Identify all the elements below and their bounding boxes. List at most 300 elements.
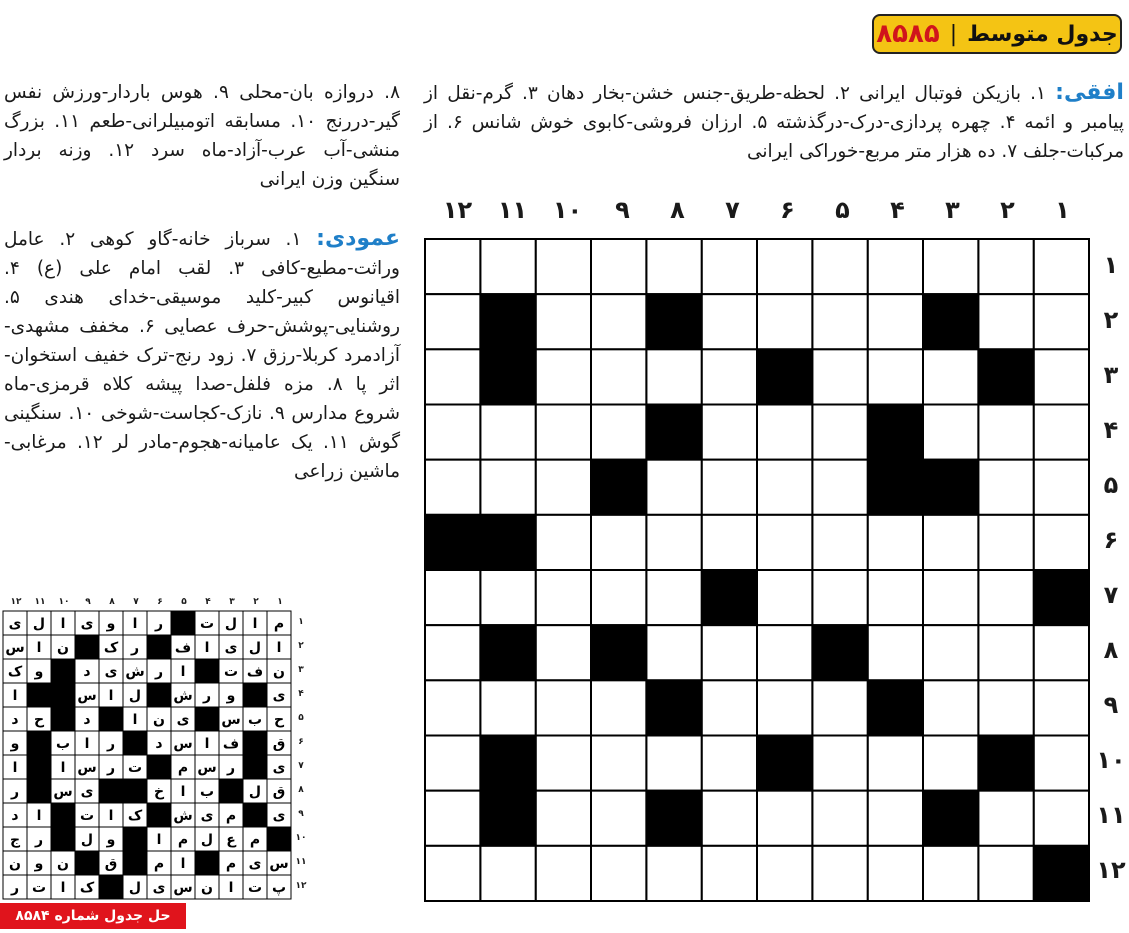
column-numbers	[424, 196, 1090, 226]
grid-cell[interactable]	[536, 239, 591, 294]
solution-letter: ف	[246, 664, 264, 680]
column-number: ۸	[670, 196, 685, 224]
solution-letter: ک	[127, 808, 143, 824]
solution-letter: ی	[80, 784, 94, 800]
solution-letter: ا	[204, 736, 210, 752]
solution-letter: و	[226, 688, 236, 704]
grid-cell[interactable]	[702, 460, 757, 515]
solution-row-number: ۳	[298, 665, 304, 675]
solution-column-number: ۱۲	[10, 597, 22, 607]
row-number: ۳	[1103, 361, 1119, 389]
solution-black-cell	[27, 683, 51, 707]
solution-letter: س	[269, 856, 289, 872]
solution-letter: ا	[180, 664, 186, 680]
black-cell	[812, 625, 867, 680]
grid-cell[interactable]	[425, 239, 480, 294]
solution-letter: و	[10, 736, 20, 752]
solution-banner: حل جدول شماره ۸۵۸۴	[0, 903, 186, 929]
grid-cell[interactable]	[480, 570, 535, 625]
solution-black-cell	[99, 779, 123, 803]
grid-cell[interactable]	[978, 791, 1033, 846]
grid-cell[interactable]	[591, 405, 646, 460]
solution-black-cell	[51, 803, 75, 827]
solution-letter: ق	[272, 784, 286, 800]
grid-cell[interactable]	[591, 680, 646, 735]
solution-row-number: ۴	[298, 689, 304, 699]
solution-letter: ش	[173, 688, 193, 704]
solution-black-cell	[51, 827, 75, 851]
grid-cell[interactable]	[591, 294, 646, 349]
grid-cell[interactable]	[1034, 294, 1089, 349]
grid-cell[interactable]	[757, 515, 812, 570]
solution-letter: ل	[224, 616, 238, 632]
row-number: ۴	[1103, 416, 1119, 444]
black-cell	[923, 294, 978, 349]
solution-black-cell	[51, 659, 75, 683]
solution-letter: ا	[36, 808, 42, 824]
grid-cell[interactable]	[425, 625, 480, 680]
grid-cell[interactable]	[923, 570, 978, 625]
solution-black-cell	[123, 827, 147, 851]
solution-letter: و	[106, 616, 116, 632]
solution-black-cell	[123, 779, 147, 803]
solution-letter: د	[155, 736, 163, 752]
solution-black-cell	[195, 851, 219, 875]
solution-letter: ل	[128, 688, 142, 704]
grid-cell[interactable]	[480, 460, 535, 515]
solution-letter: س	[77, 760, 97, 776]
solution-letter: م	[249, 832, 261, 848]
grid-cell[interactable]	[978, 294, 1033, 349]
solution-letter: ن	[9, 856, 21, 872]
crossword-grid[interactable]	[424, 238, 1090, 902]
grid-cell[interactable]	[812, 349, 867, 404]
black-cell	[480, 294, 535, 349]
grid-cell[interactable]	[978, 515, 1033, 570]
solution-letter: ف	[174, 640, 192, 656]
solution-letter: ر	[34, 832, 44, 848]
grid-cell[interactable]	[923, 239, 978, 294]
row-number: ۹	[1103, 691, 1119, 719]
black-cell	[425, 515, 480, 570]
solution-letter: ا	[204, 640, 210, 656]
grid-cell[interactable]	[591, 515, 646, 570]
grid-cell[interactable]	[757, 570, 812, 625]
row-number: ۶	[1103, 526, 1119, 554]
grid-cell[interactable]	[868, 791, 923, 846]
grid-cell[interactable]	[536, 349, 591, 404]
solution-column-number: ۱	[277, 597, 283, 607]
grid-cell[interactable]	[868, 846, 923, 901]
solution-letter: ت	[79, 808, 95, 824]
grid-cell[interactable]	[812, 515, 867, 570]
solution-letter: ا	[60, 880, 66, 896]
grid-cell[interactable]	[868, 570, 923, 625]
column-number: ۷	[725, 196, 740, 224]
grid-cell[interactable]	[425, 846, 480, 901]
grid-cell[interactable]	[425, 680, 480, 735]
column-number: ۱۱	[497, 196, 528, 224]
black-cell	[702, 570, 757, 625]
grid-cell[interactable]	[812, 460, 867, 515]
solution-letter: س	[53, 784, 73, 800]
black-cell	[646, 294, 701, 349]
grid-cell[interactable]	[923, 515, 978, 570]
solution-letter: ن	[273, 664, 285, 680]
solution-letter: ی	[272, 808, 286, 824]
solution-row-number: ۹	[298, 809, 304, 819]
solution-column-number: ۴	[205, 597, 211, 607]
solution-letter: س	[221, 712, 241, 728]
solution-black-cell	[147, 755, 171, 779]
row-number: ۱۲	[1096, 856, 1126, 884]
solution-black-cell	[51, 683, 75, 707]
grid-cell[interactable]	[425, 460, 480, 515]
solution-black-cell	[51, 707, 75, 731]
solution-letter: ق	[104, 856, 118, 872]
solution-letter: م	[177, 832, 189, 848]
grid-cell[interactable]	[702, 791, 757, 846]
solution-letter: د	[11, 808, 19, 824]
row-number: ۵	[1103, 471, 1119, 499]
solution-letter: ا	[156, 832, 162, 848]
solution-black-cell	[147, 803, 171, 827]
solution-black-cell	[75, 851, 99, 875]
solution-letter: ک	[103, 640, 119, 656]
grid-cell[interactable]	[646, 515, 701, 570]
grid-cell[interactable]	[757, 460, 812, 515]
solution-letter: ا	[180, 856, 186, 872]
solution-letter: ا	[36, 640, 42, 656]
solution-black-cell	[243, 803, 267, 827]
black-cell	[978, 736, 1033, 791]
solution-letter: ا	[60, 616, 66, 632]
solution-black-cell	[27, 731, 51, 755]
black-cell	[868, 405, 923, 460]
solution-letter: س	[173, 736, 193, 752]
puzzle-title: جدول متوسط	[967, 21, 1118, 47]
grid-cell[interactable]	[757, 239, 812, 294]
black-cell	[868, 460, 923, 515]
black-cell	[646, 791, 701, 846]
grid-cell[interactable]	[646, 570, 701, 625]
grid-cell[interactable]	[536, 570, 591, 625]
grid-cell[interactable]	[757, 405, 812, 460]
across-heading: افقی:	[1055, 80, 1124, 105]
solution-letter: م	[177, 760, 189, 776]
grid-cell[interactable]	[536, 460, 591, 515]
grid-cell[interactable]	[591, 791, 646, 846]
solution-letter: م	[153, 856, 165, 872]
grid-cell[interactable]	[923, 846, 978, 901]
grid-cell[interactable]	[425, 570, 480, 625]
column-number: ۴	[890, 196, 905, 224]
grid-cell[interactable]	[536, 515, 591, 570]
solution-letter: خ	[153, 784, 165, 800]
grid-cell[interactable]	[646, 846, 701, 901]
grid-cell[interactable]	[978, 846, 1033, 901]
solution-letter: و	[106, 832, 116, 848]
grid-cell[interactable]	[757, 294, 812, 349]
grid-cell[interactable]	[702, 349, 757, 404]
grid-cell[interactable]	[702, 680, 757, 735]
solution-row-number: ۶	[298, 737, 304, 747]
grid-cell[interactable]	[702, 736, 757, 791]
grid-cell[interactable]	[702, 846, 757, 901]
grid-cell[interactable]	[812, 736, 867, 791]
grid-cell[interactable]	[812, 239, 867, 294]
grid-cell[interactable]	[591, 570, 646, 625]
down-clues-text: ۱. سرباز خانه-گاو کوهی ۲. عامل وراثت-مطیع-کافی ۳. لقب امام علی (ع) ۴. اقیانوس کبیر-کلید موسیقی-خدای هندی ۵. روشنایی-پوشش-حرف عصایی ۶. مخفف مشهدی-آزادمرد کربلا-رزق ۷. زود رنج-ترک خفیف استخوان-اثر پا ۸. مزه فلفل-صدا پیشه کلاه قرمزی-ماه شروع مدارس ۹. نازک-کجاست-شوخی ۱۰. سنگینی گوش ۱۱. یک عامیانه-هجوم-مادر لر ۱۲. مرغابی-ماشین زراعی	[4, 229, 401, 482]
grid-cell[interactable]	[425, 349, 480, 404]
black-cell	[480, 625, 535, 680]
black-cell	[480, 791, 535, 846]
solution-black-cell	[147, 635, 171, 659]
column-number: ۹	[615, 196, 630, 224]
grid-cell[interactable]	[978, 239, 1033, 294]
grid-cell[interactable]	[812, 680, 867, 735]
grid-cell[interactable]	[812, 294, 867, 349]
solution-column-numbers	[2, 597, 292, 607]
solution-black-cell	[195, 659, 219, 683]
solution-column-number: ۷	[133, 597, 139, 607]
solution-black-cell	[243, 731, 267, 755]
solution-letter: م	[225, 856, 237, 872]
column-number: ۱۰	[552, 196, 583, 224]
solution-letter: ت	[127, 760, 143, 776]
solution-row-number: ۷	[298, 761, 304, 771]
grid-cell[interactable]	[536, 846, 591, 901]
solution-black-cell	[123, 851, 147, 875]
solution-letter: ن	[201, 880, 213, 896]
solution-letter: ا	[276, 640, 282, 656]
grid-cell[interactable]	[480, 239, 535, 294]
grid-cell[interactable]	[1034, 515, 1089, 570]
black-cell	[923, 460, 978, 515]
grid-cell[interactable]	[425, 736, 480, 791]
grid-cell[interactable]	[868, 736, 923, 791]
solution-row-number: ۲	[298, 641, 304, 651]
grid-cell[interactable]	[536, 736, 591, 791]
solution-letter: ی	[272, 688, 286, 704]
grid-cell[interactable]	[591, 846, 646, 901]
solution-letter: ا	[60, 760, 66, 776]
grid-cell[interactable]	[757, 625, 812, 680]
grid-cell[interactable]	[812, 570, 867, 625]
solution-letter: ل	[128, 880, 142, 896]
grid-cell[interactable]	[425, 791, 480, 846]
grid-cell[interactable]	[923, 349, 978, 404]
solution-letter: ت	[223, 664, 239, 680]
grid-cell[interactable]	[757, 791, 812, 846]
column-number: ۶	[780, 196, 795, 224]
grid-cell[interactable]	[536, 680, 591, 735]
black-cell	[757, 736, 812, 791]
grid-cell[interactable]	[591, 239, 646, 294]
grid-cell[interactable]	[646, 239, 701, 294]
solution-letter: ی	[8, 616, 22, 632]
solution-letter: د	[11, 712, 19, 728]
column-number: ۳	[945, 196, 960, 224]
grid-cell[interactable]	[1034, 349, 1089, 404]
grid-cell[interactable]	[757, 680, 812, 735]
grid-cell[interactable]	[868, 515, 923, 570]
solution-letter: ل	[248, 784, 262, 800]
grid-cell[interactable]	[1034, 736, 1089, 791]
grid-cell[interactable]	[536, 791, 591, 846]
grid-cell[interactable]	[646, 625, 701, 680]
puzzle-number: ۸۵۸۵	[876, 19, 940, 49]
grid-cell[interactable]	[1034, 625, 1089, 680]
grid-cell[interactable]	[1034, 460, 1089, 515]
solution-letter: پ	[271, 880, 287, 896]
solution-row-numbers	[294, 610, 308, 898]
down-heading: عمودی:	[316, 226, 400, 251]
solution-letter: ش	[125, 664, 145, 680]
grid-cell[interactable]	[702, 405, 757, 460]
column-number: ۵	[835, 196, 850, 224]
grid-cell[interactable]	[923, 625, 978, 680]
grid-cell[interactable]	[480, 846, 535, 901]
solution-black-cell	[99, 707, 123, 731]
solution-letter: و	[34, 856, 44, 872]
black-cell	[480, 515, 535, 570]
grid-cell[interactable]	[923, 405, 978, 460]
grid-cell[interactable]	[536, 625, 591, 680]
grid-cell[interactable]	[702, 515, 757, 570]
grid-cell[interactable]	[868, 294, 923, 349]
black-cell	[1034, 846, 1089, 901]
grid-cell[interactable]	[868, 625, 923, 680]
solution-letter: ر	[106, 736, 116, 752]
solution-letter: ا	[84, 736, 90, 752]
solution-letter: ر	[154, 664, 164, 680]
solution-column-number: ۲	[253, 597, 259, 607]
grid-cell[interactable]	[1034, 680, 1089, 735]
solution-column-number: ۱۰	[58, 597, 70, 607]
grid-cell[interactable]	[923, 736, 978, 791]
grid-cell[interactable]	[978, 460, 1033, 515]
solution-row-number: ۱۱	[295, 857, 307, 867]
solution-letter: ل	[80, 832, 94, 848]
grid-cell[interactable]	[868, 349, 923, 404]
grid-cell[interactable]	[978, 625, 1033, 680]
grid-cell[interactable]	[978, 570, 1033, 625]
solution-letter: ا	[180, 784, 186, 800]
solution-letter: ر	[10, 784, 20, 800]
down-clues	[4, 224, 400, 486]
grid-cell[interactable]	[1034, 239, 1089, 294]
solution-letter: ش	[173, 808, 193, 824]
solution-letter: ا	[132, 616, 138, 632]
solution-letter: ا	[108, 688, 114, 704]
solution-letter: ق	[272, 736, 286, 752]
solution-black-cell	[75, 635, 99, 659]
grid-cell[interactable]	[646, 349, 701, 404]
solution-black-cell	[243, 755, 267, 779]
black-cell	[757, 349, 812, 404]
grid-cell[interactable]	[702, 625, 757, 680]
puzzle-title-badge	[872, 14, 1122, 54]
grid-cell[interactable]	[425, 405, 480, 460]
grid-cell[interactable]	[923, 680, 978, 735]
solution-letter: ی	[176, 712, 190, 728]
solution-column-number: ۶	[157, 597, 163, 607]
solution-letter: ن	[57, 640, 69, 656]
black-cell	[591, 460, 646, 515]
title-separator: |	[949, 21, 958, 47]
grid-cell[interactable]	[812, 846, 867, 901]
row-number: ۲	[1103, 306, 1119, 334]
solution-letter: ر	[202, 688, 212, 704]
solution-letter: ن	[57, 856, 69, 872]
black-cell	[868, 680, 923, 735]
grid-cell[interactable]	[425, 294, 480, 349]
grid-cell[interactable]	[591, 736, 646, 791]
grid-cell[interactable]	[757, 846, 812, 901]
solution-letter: ر	[106, 760, 116, 776]
grid-cell[interactable]	[480, 405, 535, 460]
solution-black-cell	[243, 683, 267, 707]
solution-column-number: ۱۱	[34, 597, 46, 607]
solution-letter: ی	[200, 808, 214, 824]
solution-row-number: ۱	[298, 617, 304, 627]
grid-cell[interactable]	[1034, 791, 1089, 846]
solution-letter: ت	[247, 880, 263, 896]
grid-cell[interactable]	[868, 239, 923, 294]
grid-cell[interactable]	[812, 405, 867, 460]
solution-letter: ک	[7, 664, 23, 680]
solution-letter: ت	[199, 616, 215, 632]
solution-black-cell	[27, 779, 51, 803]
solution-black-cell	[267, 827, 291, 851]
grid-cell[interactable]	[646, 736, 701, 791]
solution-column-number: ۵	[181, 597, 187, 607]
solution-column-number: ۳	[229, 597, 235, 607]
grid-cell[interactable]	[812, 791, 867, 846]
solution-letter: م	[225, 808, 237, 824]
black-cell	[646, 405, 701, 460]
solution-black-cell	[147, 683, 171, 707]
grid-cell[interactable]	[536, 405, 591, 460]
grid-cell[interactable]	[591, 349, 646, 404]
solution-letter: ر	[130, 640, 140, 656]
solution-letter: ا	[12, 760, 18, 776]
solution-letter: ی	[272, 760, 286, 776]
grid-cell[interactable]	[978, 405, 1033, 460]
grid-cell[interactable]	[646, 460, 701, 515]
solution-letter: ر	[10, 880, 20, 896]
grid-cell[interactable]	[702, 294, 757, 349]
solution-letter: ا	[228, 880, 234, 896]
solution-black-cell	[99, 875, 123, 899]
column-number: ۱۲	[442, 196, 473, 224]
grid-cell[interactable]	[536, 294, 591, 349]
across-clues-text-continued: ۸. دروازه بان-محلی ۹. هوس باردار-ورزش نفس گیر-دررنج ۱۰. مسابقه اتومبیلرانی-طعم ۱۱. بزرگ منشی-آب عرب-آزاد-ماه سرد ۱۲. وزنه بردار سنگین وزن ایرانی	[4, 82, 401, 190]
solution-letter: ی	[248, 856, 262, 872]
grid-cell[interactable]	[1034, 405, 1089, 460]
grid-cell[interactable]	[702, 239, 757, 294]
previous-solution-grid	[2, 610, 292, 900]
solution-letter: ر	[154, 616, 164, 632]
black-cell	[923, 791, 978, 846]
grid-cell[interactable]	[480, 680, 535, 735]
solution-letter: ب	[199, 784, 215, 800]
solution-letter: ب	[55, 736, 71, 752]
grid-cell[interactable]	[978, 680, 1033, 735]
solution-letter: ت	[31, 880, 47, 896]
row-number: ۱	[1103, 251, 1119, 279]
